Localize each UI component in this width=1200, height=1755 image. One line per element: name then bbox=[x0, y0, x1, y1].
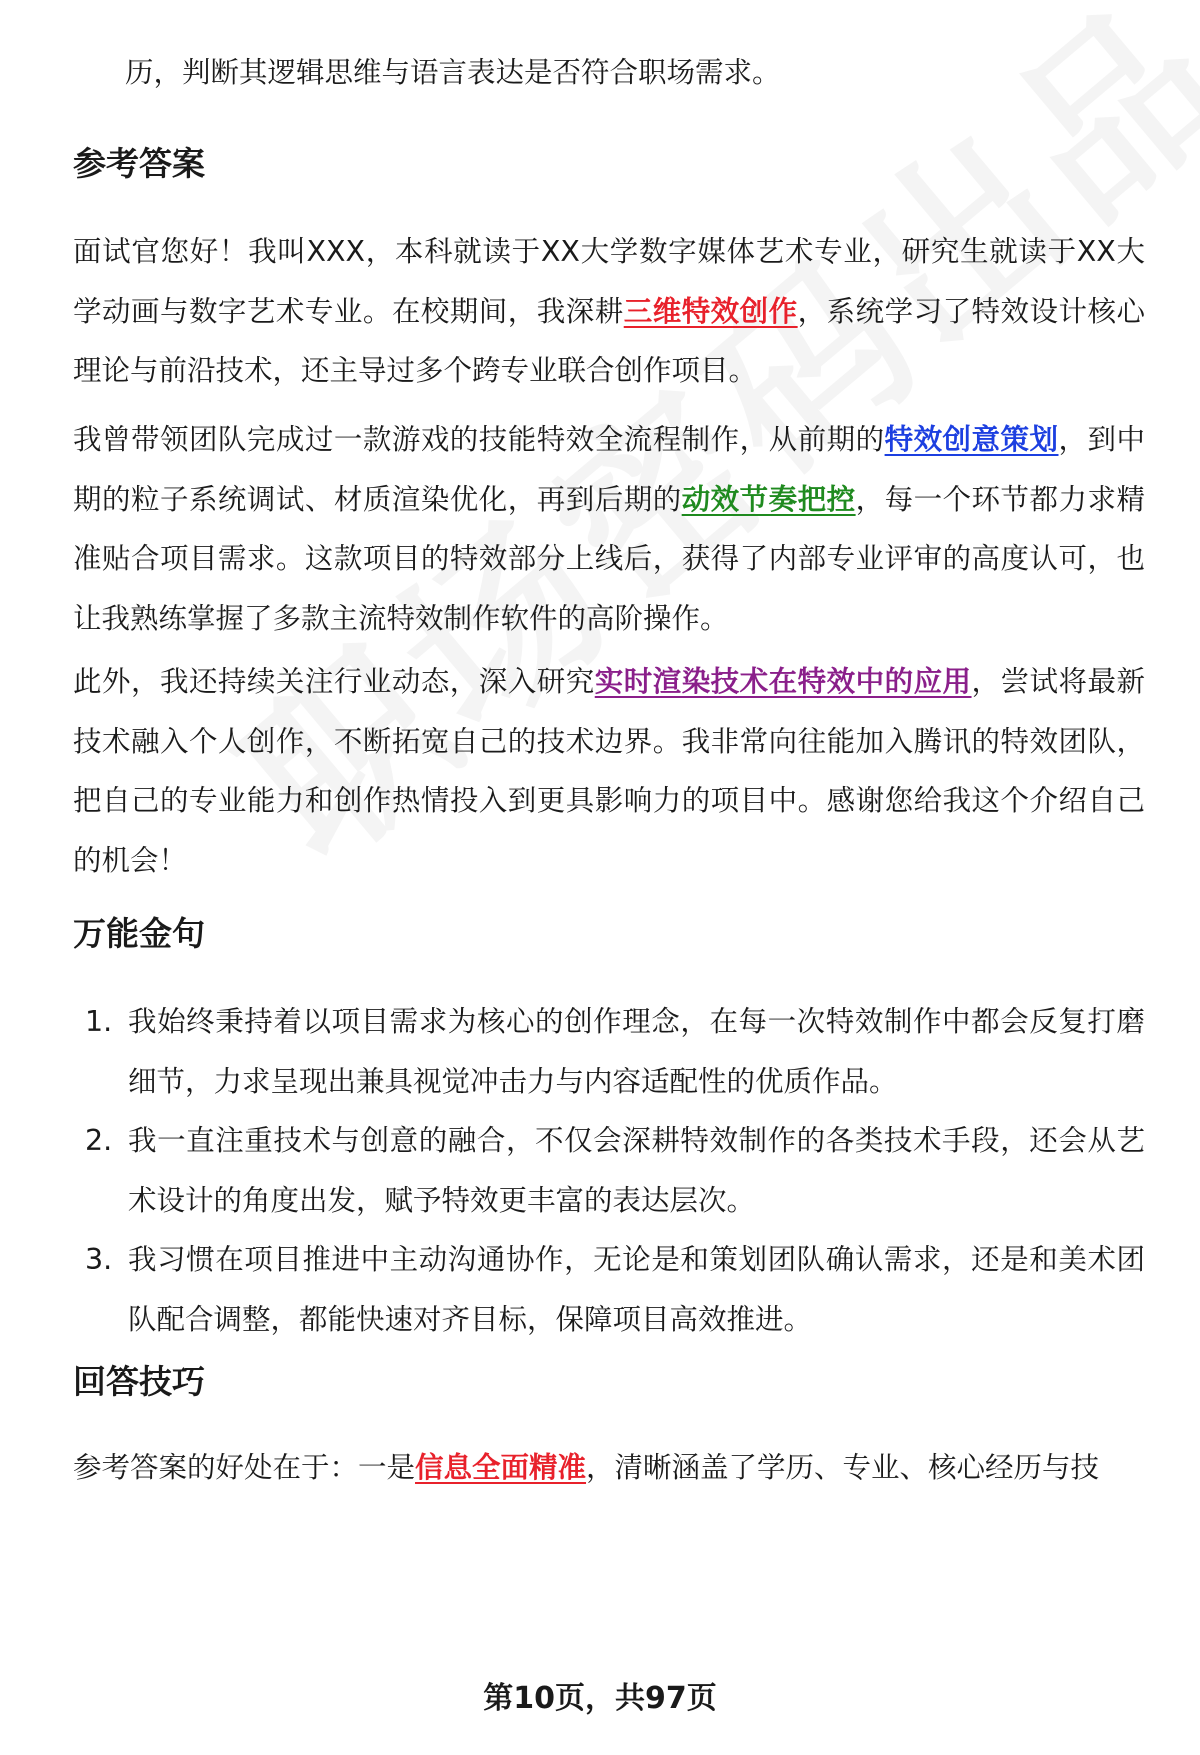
list-text: 我习惯在项目推进中主动沟通协作，无论是和策划团队确认需求，还是和美术团队配合调整，都能快速对齐目标，保障项目高效推进。 bbox=[128, 1243, 1145, 1336]
list-text: 我一直注重技术与创意的融合，不仅会深耕特效制作的各类技术手段，还会从艺术设计的角度出发，赋予特效更丰富的表达层次。 bbox=[128, 1124, 1145, 1217]
highlight-red: 三维特效创作 bbox=[623, 294, 798, 328]
list-number: 1. bbox=[85, 1005, 113, 1038]
page-number: 第10页，共97页 bbox=[483, 1681, 717, 1716]
highlight-green: 动效节奏把控 bbox=[681, 482, 856, 516]
golden-heading: 万能金句 bbox=[73, 914, 205, 953]
golden-list bbox=[73, 992, 1145, 1349]
list-item bbox=[73, 992, 1145, 1111]
highlight-purple: 实时渲染技术在特效中的应用 bbox=[594, 665, 972, 698]
text-span: ，到中期的粒子系统调试、材质渲染优化，再到后期的 bbox=[73, 423, 1145, 516]
answer-paragraph-3 bbox=[73, 652, 1145, 890]
answer-heading: 参考答案 bbox=[73, 144, 205, 183]
tips-paragraph-1 bbox=[73, 1438, 1145, 1498]
text-span: 我曾带领团队完成过一款游戏的技能特效全流程制作，从前期的 bbox=[73, 423, 885, 456]
tips-heading: 回答技巧 bbox=[73, 1362, 205, 1401]
list-item bbox=[73, 1111, 1145, 1230]
text-span: ，清晰涵盖了学历、专业、核心经历与技 bbox=[586, 1451, 1100, 1484]
text-span: 面试官您好！我叫XXX，本科就读于XX大学数字媒体艺术专业，研究生就读于XX大学动画与数字艺术专业。在校期间，我深耕 bbox=[73, 235, 1145, 328]
list-item bbox=[73, 1230, 1145, 1349]
highlight-blue: 特效创意策划 bbox=[884, 423, 1059, 456]
list-text: 我始终秉持着以项目需求为核心的创作理念，在每一次特效制作中都会反复打磨细节，力求呈现出兼具视觉冲击力与内容适配性的优质作品。 bbox=[128, 1005, 1145, 1098]
text-span: 此外，我还持续关注行业动态，深入研究 bbox=[73, 665, 595, 698]
answer-paragraph-2 bbox=[73, 410, 1145, 648]
answer-paragraph-1 bbox=[73, 222, 1145, 401]
text-span: ，尝试将最新技术融入个人创作，不断拓宽自己的技术边界。我非常向往能加入腾讯的特效团队，把自己的专业能力和创作热情投入到更具影响力的项目中。感谢您给我这个介绍自己的机会！ bbox=[73, 665, 1145, 877]
text-span: 参考答案的好处在于：一是 bbox=[73, 1451, 416, 1484]
list-number: 3. bbox=[85, 1243, 113, 1276]
text-span: ，每一个环节都力求精准贴合项目需求。这款项目的特效部分上线后，获得了内部专业评审的高度认可，也让我熟练掌握了多款主流特效制作软件的高阶操作。 bbox=[73, 482, 1145, 635]
intro-fragment: 历，判断其逻辑思维与语言表达是否符合职场需求。 bbox=[125, 56, 781, 89]
list-number: 2. bbox=[85, 1124, 113, 1157]
text-span: ，系统学习了特效设计核心理论与前沿技术，还主导过多个跨专业联合创作项目。 bbox=[73, 294, 1145, 387]
highlight-red: 信息全面精准 bbox=[415, 1451, 587, 1484]
